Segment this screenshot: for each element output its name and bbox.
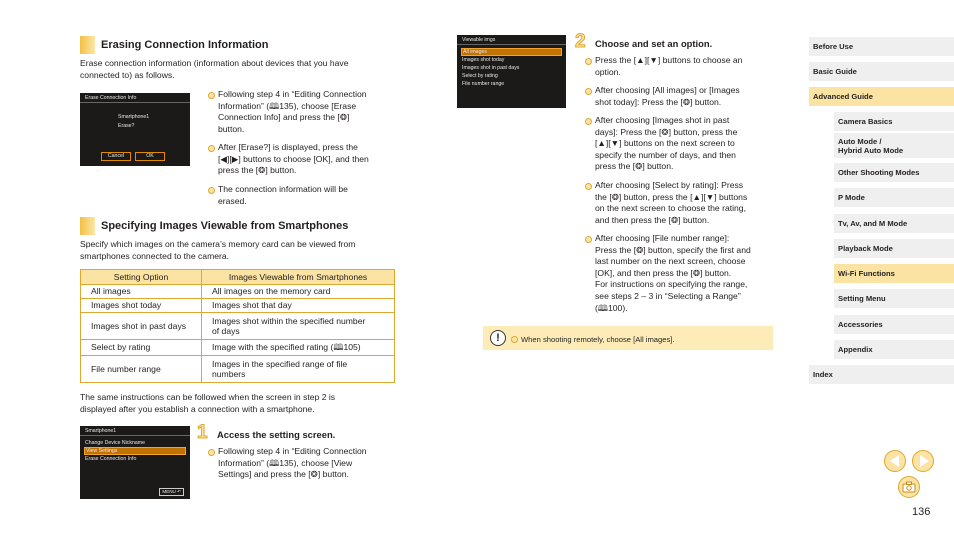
section-heading-erase bbox=[80, 36, 268, 54]
intro-line: Erase connection information (information about devices that you have bbox=[80, 58, 349, 68]
nav-auto-mode[interactable] bbox=[834, 133, 954, 158]
bullet-line: see steps 2 – 3 in “Selecting a Range” bbox=[595, 290, 741, 301]
step-title: Choose and set an option. bbox=[595, 38, 713, 49]
caution-icon: ! bbox=[490, 330, 506, 346]
section-title: Specifying Images Viewable from Smartphones bbox=[101, 220, 349, 232]
cell-line: Images shot within the specified number bbox=[212, 315, 366, 326]
nav-label: Index bbox=[813, 370, 833, 379]
screen-menu-item: Erase Connection Info bbox=[85, 456, 137, 462]
bullet-line: Information” (🕮135), choose [Erase bbox=[218, 100, 357, 111]
erase-camera-screen bbox=[80, 93, 190, 166]
bullet-line: After choosing [Select by rating]: Press bbox=[595, 180, 744, 190]
nav-accessories[interactable] bbox=[834, 315, 954, 334]
bullet-line: press the [❂] button. bbox=[218, 165, 297, 176]
screen-menu-item: Select by rating bbox=[462, 73, 498, 79]
table-row bbox=[81, 356, 395, 383]
table-row bbox=[81, 299, 395, 313]
previous-page-button[interactable] bbox=[884, 450, 906, 472]
table-cell bbox=[202, 356, 395, 383]
heading-marker bbox=[80, 36, 95, 54]
bullet-line: After choosing [File number range]: bbox=[595, 233, 730, 243]
table-header: Images Viewable from Smartphones bbox=[202, 270, 395, 285]
bullet-line: specify the number of days, and then bbox=[595, 149, 736, 160]
bullet-line: After choosing [All images] or [Images bbox=[595, 85, 740, 95]
step-title: Access the setting screen. bbox=[217, 429, 336, 440]
cell-line: numbers bbox=[212, 369, 246, 379]
bullet-line: Connection Info] and press the [❂] bbox=[218, 112, 350, 123]
menu-back-icon: MENU ↶ bbox=[159, 488, 184, 496]
step1-bullet bbox=[208, 446, 398, 481]
nav-other-shooting-modes[interactable] bbox=[834, 163, 954, 182]
after-line: displayed after you establish a connection with a smartphone. bbox=[80, 403, 315, 414]
table-row bbox=[81, 313, 395, 340]
nav-index[interactable] bbox=[809, 365, 954, 384]
table-cell: Image with the specified rating (🕮105) bbox=[202, 340, 395, 356]
nav-label: Camera Basics bbox=[838, 117, 893, 126]
next-page-button[interactable] bbox=[912, 450, 934, 472]
bullet-line: After [Erase?] is displayed, press the bbox=[218, 142, 358, 152]
table-cell: Images shot that day bbox=[202, 299, 395, 313]
nav-setting-menu[interactable] bbox=[834, 289, 954, 308]
bullet-line: days]: Press the [❂] button, press the bbox=[595, 126, 738, 137]
viewable-intro bbox=[80, 239, 355, 262]
bullet-line: Press the [❂] button, specify the first and bbox=[595, 244, 751, 255]
screen-ok-button: OK bbox=[135, 152, 165, 161]
nav-label: Before Use bbox=[813, 42, 854, 51]
step2-bullet-1 bbox=[585, 55, 775, 78]
table-cell: File number range bbox=[81, 356, 202, 383]
table-header: Setting Option bbox=[81, 270, 202, 285]
bullet-line: and then press the [❂] button. bbox=[595, 214, 710, 225]
bullet-line: [▲][▼] buttons on the next screen to bbox=[595, 138, 735, 149]
nav-wifi-functions[interactable] bbox=[834, 264, 954, 283]
nav-label: Playback Mode bbox=[838, 244, 893, 253]
table-row bbox=[81, 340, 395, 356]
bullet-line: shot today]: Press the [❂] button. bbox=[595, 96, 722, 107]
nav-before-use[interactable] bbox=[809, 37, 954, 56]
screen-menu-item: File number range bbox=[462, 81, 505, 87]
nav-label: Tv, Av, and M Mode bbox=[838, 219, 908, 228]
intro-line: smartphones connected to the camera. bbox=[80, 250, 230, 261]
erase-intro bbox=[80, 58, 348, 81]
nav-advanced-guide[interactable] bbox=[809, 87, 954, 106]
bullet-line: on the next screen to choose the rating, bbox=[595, 203, 746, 214]
step-number: 2 bbox=[575, 31, 586, 52]
intro-line: connected to) as follows. bbox=[80, 69, 175, 80]
screen-cancel-button: Cancel bbox=[101, 152, 131, 161]
nav-camera-basics[interactable] bbox=[834, 112, 954, 131]
bullet-line: the [❂] button, press the [▲][▼] buttons bbox=[595, 191, 748, 202]
step2-bullet-5 bbox=[585, 233, 775, 314]
screen-text: Erase? bbox=[118, 123, 135, 129]
camera-home-icon bbox=[902, 481, 916, 493]
bullet-line: option. bbox=[595, 66, 621, 77]
nav-label: Wi-Fi Functions bbox=[838, 269, 895, 278]
step2-bullet-2 bbox=[585, 85, 775, 108]
bullet-line: last number on the next screen, choose bbox=[595, 256, 746, 267]
nav-label: Advanced Guide bbox=[813, 92, 873, 101]
nav-label: Auto Mode / Hybrid Auto Mode bbox=[838, 136, 904, 155]
nav-label: Appendix bbox=[838, 345, 873, 354]
caution-text: When shooting remotely, choose [All images]. bbox=[511, 335, 675, 344]
screen-title: Erase Connection Info bbox=[80, 93, 190, 103]
viewable-imgs-camera-screen bbox=[457, 35, 566, 108]
arrow-right-icon bbox=[920, 455, 929, 467]
nav-p-mode[interactable] bbox=[834, 188, 954, 207]
table-header-row bbox=[81, 270, 395, 285]
nav-basic-guide[interactable] bbox=[809, 62, 954, 81]
step-number: 1 bbox=[197, 422, 208, 443]
settings-table bbox=[80, 269, 395, 383]
screen-menu-item: Images shot today bbox=[462, 57, 505, 63]
table-cell: All images on the memory card bbox=[202, 285, 395, 299]
table-cell: All images bbox=[81, 285, 202, 299]
table-cell bbox=[202, 313, 395, 340]
table-cell: Select by rating bbox=[81, 340, 202, 356]
nav-label: Setting Menu bbox=[838, 294, 886, 303]
bullet-line: Following step 4 in “Editing Connection bbox=[218, 446, 367, 456]
bullet-line: [OK], and then press the [❂] button. bbox=[595, 267, 732, 278]
nav-label: Basic Guide bbox=[813, 67, 857, 76]
bullet-line: Press the [▲][▼] buttons to choose an bbox=[595, 55, 743, 65]
screen-menu-item-selected: View Settings bbox=[84, 447, 186, 455]
screen-title: Smartphone1 bbox=[80, 426, 190, 436]
bullet-line: (🕮100). bbox=[595, 302, 628, 313]
step2-bullet-4 bbox=[585, 180, 775, 226]
home-button[interactable] bbox=[898, 476, 920, 498]
screen-menu-item-selected: All images bbox=[461, 48, 562, 56]
bullet-line: Information” (🕮135), choose [View bbox=[218, 457, 353, 468]
step2-bullet-3 bbox=[585, 115, 775, 173]
nav-playback-mode[interactable] bbox=[834, 239, 954, 258]
caution-box bbox=[483, 326, 773, 350]
smartphone-camera-screen bbox=[80, 426, 190, 499]
viewable-after-text bbox=[80, 392, 335, 415]
bullet-line: Settings] and press the [❂] button. bbox=[218, 469, 349, 480]
table-cell: Images shot today bbox=[81, 299, 202, 313]
nav-tv-av-m-mode[interactable] bbox=[834, 214, 954, 233]
bullet-line: Following step 4 in “Editing Connection bbox=[218, 89, 367, 99]
bullet-line: The connection information will be bbox=[218, 184, 348, 194]
erase-bullet-2 bbox=[208, 142, 398, 177]
screen-title: Viewable imgs bbox=[457, 35, 566, 45]
nav-label: Other Shooting Modes bbox=[838, 168, 920, 177]
bullet-line: After choosing [Images shot in past bbox=[595, 115, 730, 125]
table-row bbox=[81, 285, 395, 299]
erase-bullet-3 bbox=[208, 184, 398, 207]
after-line: The same instructions can be followed when the screen in step 2 is bbox=[80, 392, 336, 402]
intro-line: Specify which images on the camera’s memory card can be viewed from bbox=[80, 239, 356, 249]
nav-label: P Mode bbox=[838, 193, 865, 202]
table-cell: Images shot in past days bbox=[81, 313, 202, 340]
cell-line: Images in the specified range of file bbox=[212, 358, 348, 369]
erase-bullet-1 bbox=[208, 89, 398, 135]
page-number: 136 bbox=[912, 506, 931, 518]
arrow-left-icon bbox=[890, 455, 899, 467]
cell-line: of days bbox=[212, 326, 240, 336]
bullet-line: press the [❂] button. bbox=[595, 161, 674, 172]
bullet-line: For instructions on specifying the range, bbox=[595, 279, 748, 290]
heading-marker bbox=[80, 217, 95, 235]
bullet-line: erased. bbox=[218, 195, 247, 206]
screen-menu-item: Change Device Nickname bbox=[85, 440, 145, 446]
nav-appendix[interactable] bbox=[834, 340, 954, 359]
bullet-line: button. bbox=[218, 123, 245, 134]
section-title: Erasing Connection Information bbox=[101, 39, 269, 51]
bullet-line: [◀][▶] buttons to choose [OK], and then bbox=[218, 153, 369, 164]
screen-menu-item: Images shot in past days bbox=[462, 65, 520, 71]
section-heading-viewable bbox=[80, 217, 348, 235]
screen-text: Smartphone1 bbox=[118, 114, 150, 120]
nav-label: Accessories bbox=[838, 320, 883, 329]
